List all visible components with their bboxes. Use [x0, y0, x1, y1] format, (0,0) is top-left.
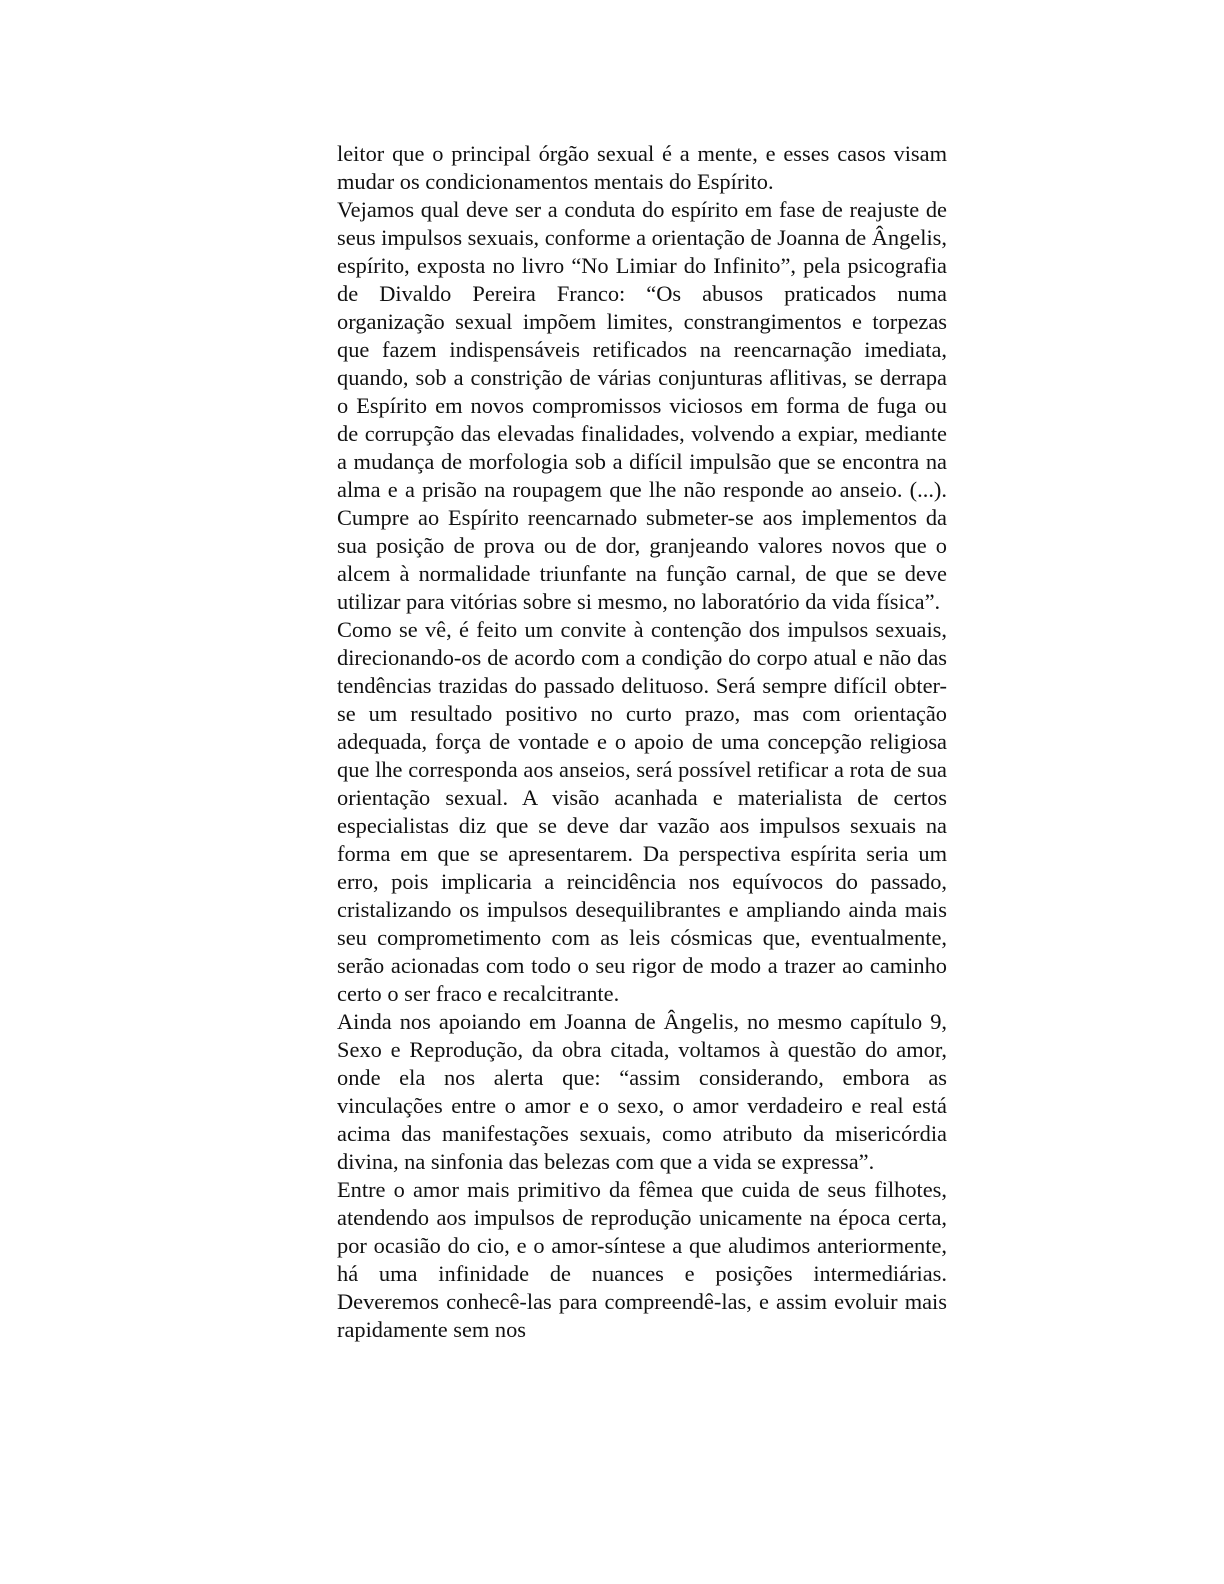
paragraph-3: Como se vê, é feito um convite à contenção dos impulsos sexuais, direcionando-os de acordo com a condição do corpo atual e não das tendências trazidas do passado delituoso. Será sempre difícil obter-se um resultado positivo no curto prazo, mas com orientação adequada, força de vontade e o apoio de uma concepção religiosa que lhe corresponda aos anseios, será possível retificar a rota de sua orientação sexual. A visão acanhada e materialista de certos especialistas diz que se deve dar vazão aos impulsos sexuais na forma em que se apresentarem. Da perspectiva espírita seria um erro, pois implicaria a reincidência nos equívocos do passado, cristalizando os impulsos desequilibrantes e ampliando ainda mais seu comprometimento com as leis cósmicas que, eventualmente, serão acionadas com todo o seu rigor de modo a trazer ao caminho certo o ser fraco e recalcitrante.: [337, 617, 947, 1006]
paragraph-5: Entre o amor mais primitivo da fêmea que cuida de seus filhotes, atendendo aos impulsos de reprodução unicamente na época certa, por ocasião do cio, e o amor-síntese a que aludimos anteriormente, há uma infinidade de nuances e posições intermediárias. Deveremos conhecê-las para compreendê-las, e assim evoluir mais rapidamente sem nos: [337, 1177, 947, 1342]
paragraph-1: leitor que o principal órgão sexual é a mente, e esses casos visam mudar os condicionamentos mentais do Espírito.: [337, 141, 947, 194]
paragraph-4: Ainda nos apoiando em Joanna de Ângelis, no mesmo capítulo 9, Sexo e Reprodução, da obra citada, voltamos à questão do amor, onde ela nos alerta que: “assim considerando, embora as vinculações entre o amor e o sexo, o amor verdadeiro e real está acima das manifestações sexuais, como atributo da misericórdia divina, na sinfonia das belezas com que a vida se expressa”.: [337, 1009, 947, 1174]
body-text: [337, 140, 947, 1344]
paragraph-2: Vejamos qual deve ser a conduta do espírito em fase de reajuste de seus impulsos sexuais, conforme a orientação de Joanna de Ângelis, espírito, exposta no livro “No Limiar do Infinito”, pela psicografia de Divaldo Pereira Franco: “Os abusos praticados numa organização sexual impõem limites, constrangimentos e torpezas que fazem indispensáveis retificados na reencarnação imediata, quando, sob a constrição de várias conjunturas aflitivas, se derrapa o Espírito em novos compromissos viciosos em forma de fuga ou de corrupção das elevadas finalidades, volvendo a expiar, mediante a mudança de morfologia sob a difícil impulsão que se encontra na alma e a prisão na roupagem que lhe não responde ao anseio. (...). Cumpre ao Espírito reencarnado submeter-se aos implementos da sua posição de prova ou de dor, granjeando valores novos que o alcem à normalidade triunfante na função carnal, de que se deve utilizar para vitórias sobre si mesmo, no laboratório da vida física”.: [337, 197, 947, 614]
